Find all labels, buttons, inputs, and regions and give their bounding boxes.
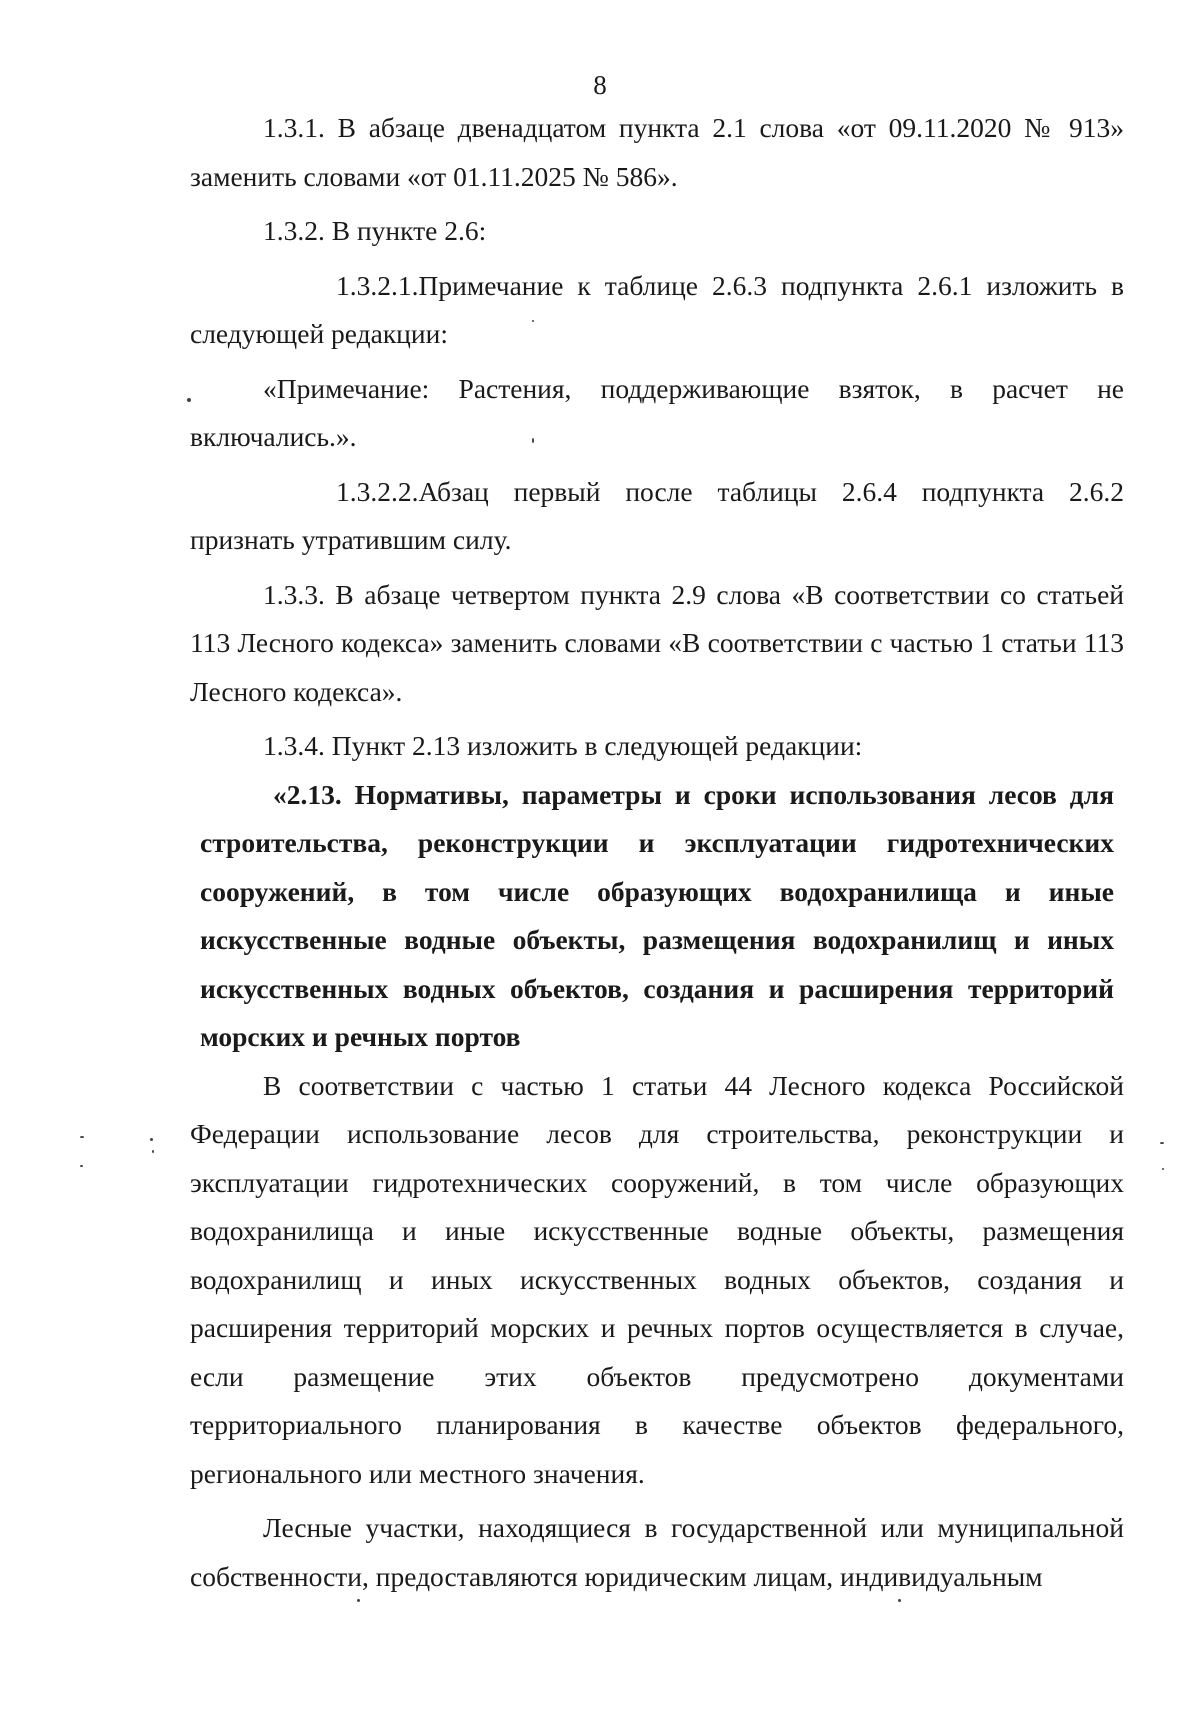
scan-speck bbox=[532, 320, 534, 322]
scan-speck bbox=[80, 1165, 83, 1167]
scan-speck bbox=[152, 1150, 154, 1153]
scan-speck bbox=[1160, 1142, 1164, 1144]
scan-speck bbox=[357, 1599, 360, 1602]
paragraph-text: Примечание к таблице 2.6.3 подпункта 2.6.1 изложить в следующей редакции: bbox=[190, 269, 1124, 349]
scan-speck bbox=[80, 1136, 84, 1138]
paragraph-1-3-2-2 bbox=[190, 468, 1124, 565]
paragraph-number: 1.3.2.2. bbox=[336, 475, 419, 507]
paragraph-number: 1.3.2.1. bbox=[336, 269, 419, 301]
paragraph-1-3-3: 1.3.3. В абзаце четвертом пункта 2.9 слова «В соответствии со статьей 113 Лесного кодекса» заменить словами «В соответствии с частью 1 статьи 113 Лесного кодекса». bbox=[190, 578, 1124, 707]
scan-speck bbox=[1162, 1168, 1164, 1170]
section-heading-2-13: «2.13. Нормативы, параметры и сроки использования лесов для строительства, реконструкции и эксплуатации гидротехнических сооружений, в том числе образующих водохранилища и иные искусственные водные объекты, размещения водохранилищ и иных искусственных водных объектов, создания и расширения территорий морских и речных портов bbox=[200, 778, 1114, 1052]
scan-speck bbox=[187, 398, 191, 402]
scan-speck bbox=[898, 1599, 901, 1602]
paragraph-text: Абзац первый после таблицы 2.6.4 подпункта 2.6.2 признать утратившим силу. bbox=[190, 475, 1124, 555]
paragraph-1-3-4: 1.3.4. Пункт 2.13 изложить в следующей редакции: bbox=[263, 730, 863, 761]
paragraph-body-1: В соответствии с частью 1 статьи 44 Лесного кодекса Российской Федерации использование лесов для строительства, реконструкции и эксплуатации гидротехнических сооружений, в том числе образующих водохранилища и иные искусственные водные объекты, размещения водохранилищ и иных искусственных водных объектов, создания и расширения территорий морских и речных портов осуществляется в случае, если размещение этих объектов предусмотрено документами территориального планирования в качестве объектов федерального, регионального или местного значения. bbox=[190, 1069, 1124, 1489]
document-body bbox=[190, 104, 1124, 1601]
paragraph-1-3-2: 1.3.2. В пункте 2.6: bbox=[263, 215, 487, 246]
paragraph-1-3-2-1 bbox=[190, 262, 1124, 359]
paragraph-body-2: Лесные участки, находящиеся в государственной или муниципальной собственности, предоставляются юридическим лицам, индивидуальным bbox=[190, 1512, 1124, 1592]
scan-speck bbox=[150, 1138, 153, 1141]
scan-speck bbox=[532, 438, 534, 443]
page-number: 8 bbox=[593, 70, 607, 100]
paragraph-note-quote: «Примечание: Растения, поддерживающие взяток, в расчет не включались.». bbox=[190, 372, 1124, 452]
paragraph-1-3-1: 1.3.1. В абзаце двенадцатом пункта 2.1 слова «от 09.11.2020 № 913» заменить словами «от 01.11.2025 № 586». bbox=[190, 112, 1124, 192]
